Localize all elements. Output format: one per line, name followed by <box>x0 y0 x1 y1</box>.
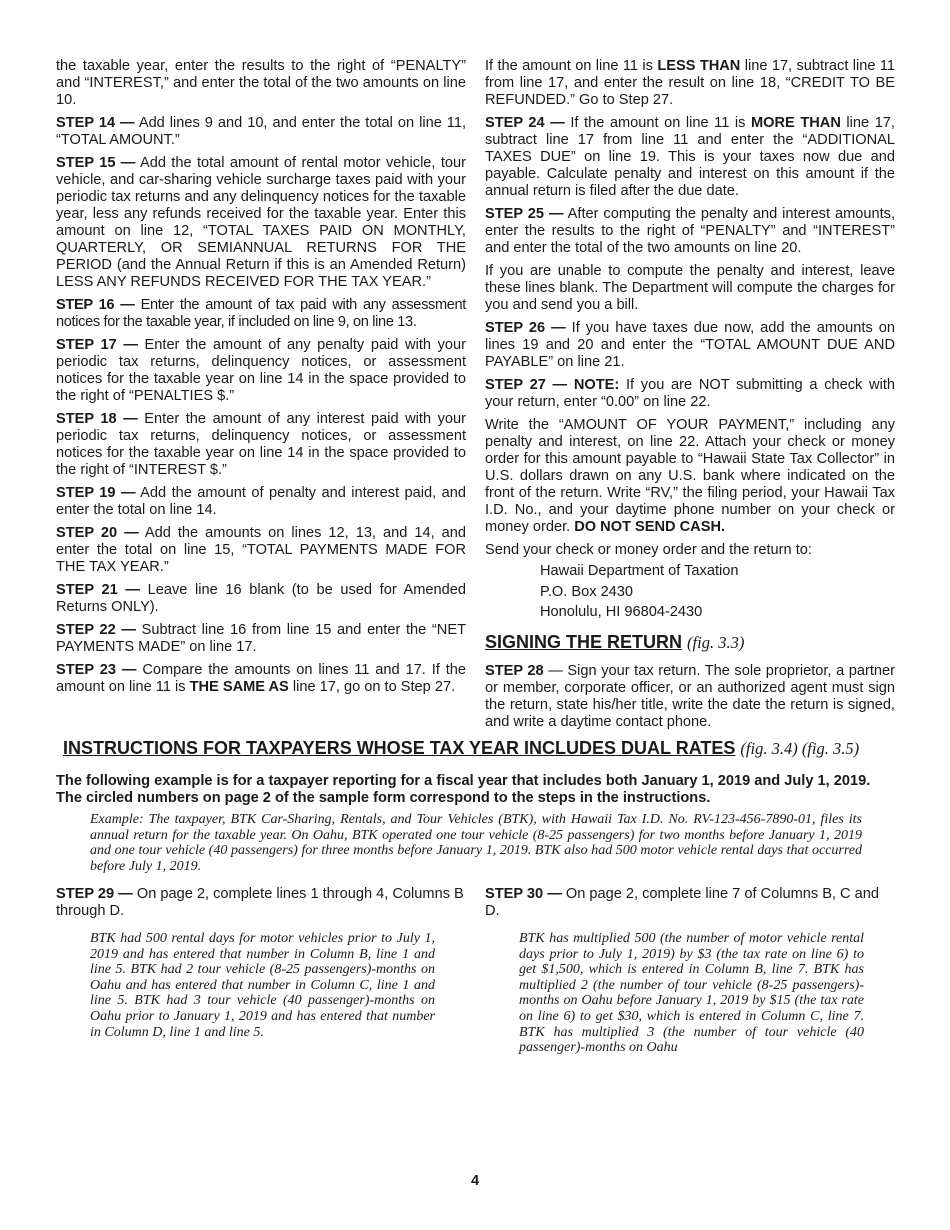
page-number: 4 <box>470 1173 480 1189</box>
address-line-3: Honolulu, HI 96804-2430 <box>540 604 703 620</box>
step-24: STEP 24 — If the amount on line 11 is MORE THAN line 17, subtract line 17 from line 11 and enter the “ADDITIONAL TAXES DUE” on line 19. This is your taxes now due and payable. Calculate penalty and interest on this amount if the annual return is filed after the due date. <box>485 115 895 199</box>
step-23: STEP 23 — Compare the amounts on lines 11 and 17. If the amount on line 11 is THE SAME AS line 17, go on to Step 27. <box>56 662 466 695</box>
dual-rates-intro: The following example is for a taxpayer reporting for a fiscal year that includes both January 1, 2019 and July 1, 2019. The circled numbers on page 2 of the sample form correspond to the steps in the instructions. <box>56 773 871 806</box>
unable-paragraph: If you are unable to compute the penalty and interest, leave these lines blank. The Department will compute the charges for you and send you a bill. <box>485 263 895 313</box>
left-column <box>56 58 466 702</box>
address-line-2: P.O. Box 2430 <box>540 583 634 600</box>
less-than-paragraph: If the amount on line 11 is LESS THAN line 17, subtract line 11 from line 17, and enter the result on line 18, “CREDIT TO BE REFUNDED.” Go to Step 27. <box>485 58 896 108</box>
step-30: STEP 30 — On page 2, complete line 7 of Columns B, C and D. <box>485 886 879 919</box>
step-29: STEP 29 — On page 2, complete lines 1 through 4, Columns B through D. <box>56 886 464 919</box>
step-28: STEP 28 — Sign your tax return. The sole proprietor, a partner or member, corporate officer, or an authorized agent must sign the return, state his/her title, write the date the return is signed, and write a daytime contact phone. <box>485 662 896 730</box>
send-paragraph: Send your check or money order and the return to: <box>485 542 812 558</box>
step-14: STEP 14 — Add lines 9 and 10, and enter the total on line 11, “TOTAL AMOUNT.” <box>56 115 466 148</box>
step-26: STEP 26 — If you have taxes due now, add the amounts on lines 19 and 20 and enter the “TOTAL AMOUNT DUE AND PAYABLE” on line 21. <box>485 320 895 370</box>
step-30-block <box>485 886 895 1056</box>
step-21: STEP 21 — Leave line 16 blank (to be used for Amended Returns ONLY). <box>56 582 467 615</box>
step-29-example: BTK had 500 rental days for motor vehicles prior to July 1, 2019 and has entered that number in Column B, line 1 and line 5. BTK had 2 tour vehicle (8-25 passengers)-months on Oahu and has entered that number in Column C, line 1 and line 5. BTK had 3 tour vehicle (40 passenger)-months on Oahu prior to January 1, 2019 and has entered that number in Column D, line 1 and line 5. <box>90 931 435 1040</box>
step-22: STEP 22 — Subtract line 16 from line 15 and enter the “NET PAYMENTS MADE” on line 17. <box>56 622 466 655</box>
address-line-1: Hawaii Department of Taxation <box>540 563 739 579</box>
step-20: STEP 20 — Add the amounts on lines 12, 13, and 14, and enter the total on line 15, “TOTAL PAYMENTS MADE FOR THE TAX YEAR.” <box>56 525 466 575</box>
dual-rates-heading: INSTRUCTIONS FOR TAXPAYERS WHOSE TAX YEAR INCLUDES DUAL RATES (fig. 3.4) (fig. 3.5) <box>63 738 860 758</box>
step-19: STEP 19 — Add the amount of penalty and interest paid, and enter the total on line 14. <box>56 485 466 518</box>
signing-heading: SIGNING THE RETURN (fig. 3.3) <box>485 631 745 652</box>
step-30-example: BTK has multiplied 500 (the number of motor vehicle rental days prior to July 1, 2019) by $3 (the tax rate on line 6) to get $1,500, which is entered in Column B, line 7. BTK has multiplied 2 (the number of tour vehicle (8-25 passengers)-months on Oahu before January 1, 2019 by $15 (the tax rate on line 6) to get $30, which is entered in Column C, line 7. BTK has multiplied 3 (the number of tour vehicle (40 passenger)-months on Oahu <box>519 931 864 1056</box>
step-27: STEP 27 — NOTE: If you are NOT submitting a check with your return, enter “0.00” on line 22. <box>485 377 895 410</box>
payment-paragraph: Write the “AMOUNT OF YOUR PAYMENT,” including any penalty and interest, on line 22. Attach your check or money order for this amount payable to “Hawaii State Tax Collector” in U.S. dollars drawn on any U.S. bank where indicated on the front of the return. Write “RV,” the filing period, your Hawaii Tax I.D. No., and your daytime phone number on your check or money order. DO NOT SEND CASH. <box>485 417 895 535</box>
right-column <box>485 58 895 737</box>
step-15: STEP 15 — Add the total amount of rental motor vehicle, tour vehicle, and car-sharing vehicle surcharge taxes paid with your periodic tax returns and any delinquency notices for the taxable year, less any refunds received for the taxable year. Enter this amount on line 12, “TOTAL TAXES PAID ON MONTHLY, QUARTERLY, OR SEMIANNUAL RETURNS FOR THE PERIOD (and the Annual Return if this is an Amended Return) LESS ANY REFUNDS RECEIVED FOR THE TAX YEAR.” <box>56 155 466 290</box>
mailing-address <box>540 561 895 623</box>
dual-rates-example: Example: The taxpayer, BTK Car-Sharing, Rentals, and Tour Vehicles (BTK), with Hawaii Tax I.D. No. RV-123-456-7890-01, files its annual return for the taxable year. On Oahu, BTK operated one tour vehicle (8-25 passengers) for two months before January 1, 2019 and one tour vehicle (40 passengers) for three months before January 1, 2019. BTK also had 500 motor vehicle rental days that occurred before July 1, 2019. <box>90 812 862 874</box>
step-29-block <box>56 886 466 1040</box>
continued-paragraph: the taxable year, enter the results to the right of “PENALTY” and “INTEREST,” and enter the total of the two amounts on line 10. <box>56 58 466 108</box>
step-17: STEP 17 — Enter the amount of any penalty paid with your periodic tax returns, delinquency notices, or assessment notices for the taxable year on line 14 in the space provided to the right of “PENALTIES $.” <box>56 337 467 404</box>
step-18: STEP 18 — Enter the amount of any interest paid with your periodic tax returns, delinquency notices, or assessment notices for the taxable year on line 14 in the space provided to the right of “INTEREST $.” <box>56 411 466 478</box>
step-25: STEP 25 — After computing the penalty and interest amounts, enter the results to the right of “PENALTY” and “INTEREST” and enter the total of the two amounts on line 20. <box>485 206 895 256</box>
step-16: STEP 16 — Enter the amount of tax paid with any assessment notices for the taxable year, if included on line 9, on line 13. <box>56 297 467 330</box>
